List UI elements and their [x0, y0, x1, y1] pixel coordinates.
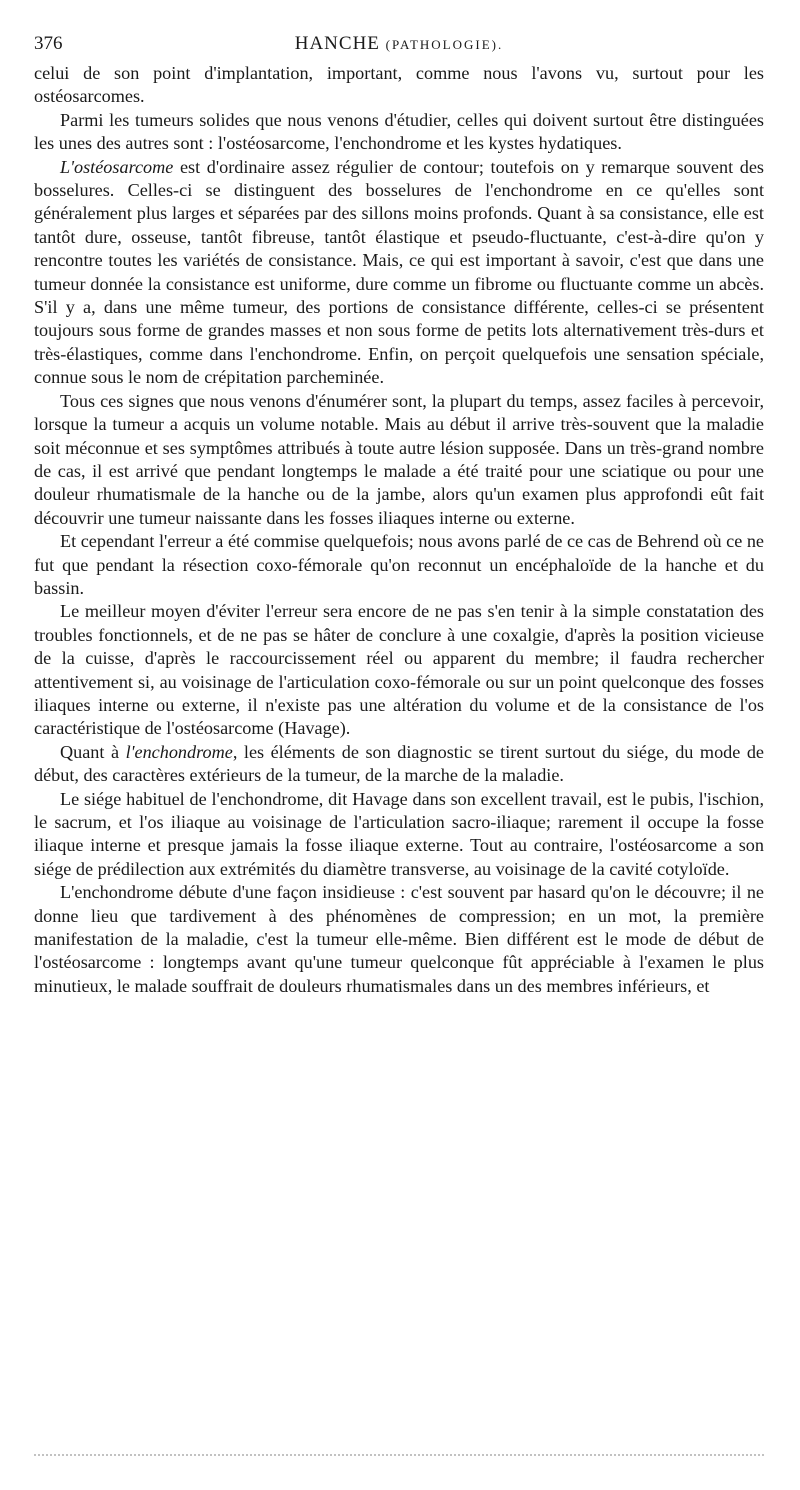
- paragraph-6: Le meilleur moyen d'éviter l'erreur sera encore de ne pas s'en tenir à la simple constatation des troubles fonctionnels, et de ne pas se hâter de conclure à une coxalgie, d'après la position vicieuse de la cuisse, d'après le raccourcissement réel ou apparent du membre; il faudra rechercher attentivement si, au voisinage de l'articulation coxo-fémorale ou sur un point quelconque des fosses iliaques interne ou externe, il n'existe pas une altération du volume et de la consistance de l'os caractéristique de l'ostéosarcome (Havage).: [34, 601, 764, 739]
- page-number: 376: [34, 33, 63, 54]
- paragraph-8: Le siége habituel de l'enchondrome, dit Havage dans son excellent travail, est le pubis, l'ischion, le sacrum, et l'os iliaque au voisinage de l'articulation sacro-iliaque; rarement il occupe la fosse iliaque interne et presque jamais la fosse iliaque externe. Tout au contraire, l'ostéosarcome a son siége de prédilection aux extrémités du diamètre transverse, au voisinage de la cavité cotyloïde.: [34, 788, 764, 879]
- term-enchondrome: l'enchondrome: [125, 741, 233, 762]
- paragraph-7: Quant à l'enchondrome, les éléments de son diagnostic se tirent surtout du siége, du mode de début, des caractères extérieurs de la tumeur, de la marche de la maladie.: [34, 741, 765, 786]
- paragraph-5: Et cependant l'erreur a été commise quelquefois; nous avons parlé de ce cas de Behrend où ce ne fut que pendant la résection coxo-fémorale qu'on reconnut un encéphaloïde de la hanche et du bassin.: [34, 531, 764, 598]
- running-title: [34, 30, 764, 59]
- paragraph-2: Parmi les tumeurs solides que nous venons d'étudier, celles qui doivent surtout être distinguées les unes des autres sont : l'ostéosarcome, l'enchondrome et les kystes hydatiques.: [34, 109, 764, 154]
- page-header: [34, 30, 764, 58]
- body-text: [34, 62, 764, 998]
- paragraph-3: L'ostéosarcome est d'ordinaire assez régulier de contour; toutefois on y remarque souvent des bosselures. Celles-ci se distinguent des bosselures de l'enchondrome en ce qu'elles sont généralement plus larges et séparées par des sillons moins profonds. Quant à sa consistance, elle est tantôt dure, osseuse, tantôt fibreuse, tantôt élastique et pseudo-fluctuante, c'est-à-dire qu'on y rencontre toutes les variétés de consistance. Mais, ce qui est important à savoir, c'est que dans une tumeur donnée la consistance est uniforme, dure comme un fibrome ou fluctuante comme un abcès. S'il y a, dans une même tumeur, des portions de consistance différente, celles-ci se présentent toujours sous forme de grandes masses et non sous forme de petits lots alternativement très-durs et très-élastiques, comme dans l'enchondrome. Enfin, on perçoit quelquefois une sensation spéciale, connue sous le nom de crépitation parcheminée.: [34, 156, 764, 388]
- paragraph-4: Tous ces signes que nous venons d'énumérer sont, la plupart du temps, assez faciles à percevoir, lorsque la tumeur a acquis un volume notable. Mais au début il arrive très-souvent que la maladie soit méconnue et ses symptômes attribués à toute autre lésion supposée. Dans un très-grand nombre de cas, il est arrivé que pendant longtemps le malade a été traité pour une sciatique ou pour une douleur rhumatismale de la hanche ou de la jambe, alors qu'un examen plus approfondi eût fait découvrir une tumeur naissante dans les fosses iliaques interne ou externe.: [34, 390, 764, 528]
- running-title-sub: (PATHOLOGIE).: [385, 37, 504, 52]
- footer-dotted-rule: [34, 1454, 764, 1462]
- paragraph-9: L'enchondrome débute d'une façon insidieuse : c'est souvent par hasard qu'on le découvre; il ne donne lieu que tardivement à des phénomènes de compression; en un mot, la première manifestation de la maladie, c'est la tumeur elle-même. Bien différent est le mode de début de l'ostéosarcome : longtemps avant qu'une tumeur quelconque fût appréciable à l'examen le plus minutieux, le malade souffrait de douleurs rhumatismales dans un des membres inférieurs, et: [34, 882, 764, 996]
- term-osteosarcome: L'ostéosarcome: [60, 156, 174, 177]
- paragraph-1: celui de son point d'implantation, important, comme nous l'avons vu, surtout pour les ostéosarcomes.: [34, 63, 764, 107]
- running-title-main: HANCHE: [294, 33, 380, 54]
